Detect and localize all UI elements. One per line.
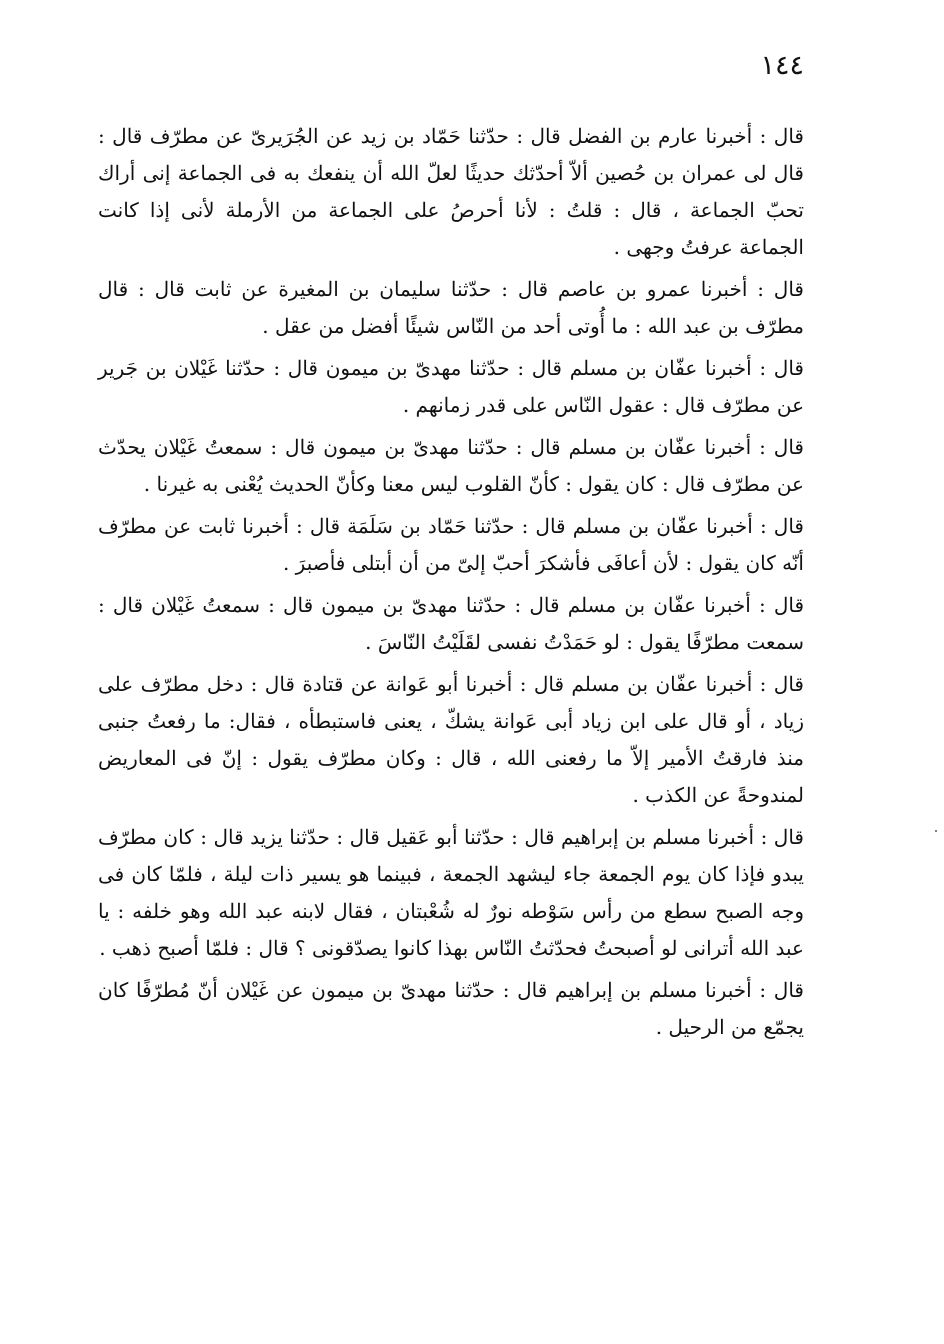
paragraph: قال : أخبرنا عفّان بن مسلم قال : حدّثنا مهدىّ بن ميمون قال : سمعتُ غَيْلان يحدّث عن مطرّف قال : كان يقول : كأنّ القلوب ليس معنا وكأنّ الحديث يُعْنى به غيرنا . (98, 435, 804, 496)
paragraph: قال : أخبرنا عفّان بن مسلم قال : حدّثنا مهدىّ بن ميمون قال : حدّثنا غَيْلان بن جَرير عن مطرّف قال : عقول النّاس على قدر زمانهم . (98, 356, 804, 417)
paragraph: قال : أخبرنا عارم بن الفضل قال : حدّثنا حَمّاد بن زيد عن الجُرَيرىّ عن مطرّف قال : قال لى عمران بن حُصين ألاّ أحدّثك حديثًا لعلّ الله أن ينفعك به فى الجماعة إنى أراك تحبّ الجماعة ، قال : قلتُ : لأنا أحرصُ على الجماعة من الأرملة لأنى إذا كانت الجماعة عرفتُ وجهى . (98, 124, 804, 259)
page-number: ١٤٤ (760, 50, 804, 81)
paragraph: قال : أخبرنا مسلم بن إبراهيم قال : حدّثنا مهدىّ بن ميمون عن غَيْلان أنّ مُطرّفًا كان يجمّع من الرحيل . (98, 978, 804, 1039)
paragraph: قال : أخبرنا عفّان بن مسلم قال : حدّثنا حَمّاد بن سَلَمَة قال : أخبرنا ثابت عن مطرّف أنّه كان يقول : لأن أعافَى فأشكرَ أحبّ إلىّ من أن أبتلى فأصبرَ . (98, 514, 804, 575)
page-text-body (98, 118, 804, 1051)
paragraph: قال : أخبرنا عمرو بن عاصم قال : حدّثنا سليمان بن المغيرة عن ثابت قال : قال مطرّف بن عبد الله : ما أُوتى أحد من النّاس شيئًا أفضل من عقل . (98, 277, 804, 338)
paragraph: قال : أخبرنا عفّان بن مسلم قال : أخبرنا أبو عَوانة عن قتادة قال : دخل مطرّف على زياد ، أو قال على ابن زياد أبى عَوانة يشكّ ، يعنى فاستبطأه ، فقال: ما رفعتُ جنبى منذ فارقتُ الأمير إلاّ ما رفعنى الله ، قال : وكان مطرّف يقول : إنّ فى المعاريض لمندوحةً عن الكذب . (98, 672, 804, 807)
scan-speck (935, 830, 937, 832)
paragraph: قال : أخبرنا عفّان بن مسلم قال : حدّثنا مهدىّ بن ميمون قال : سمعتُ غَيْلان قال : سمعت مطرّفًا يقول : لو حَمَدْتُ نفسى لقَلَيْتُ النّاسَ . (98, 593, 805, 654)
paragraph: قال : أخبرنا مسلم بن إبراهيم قال : حدّثنا أبو عَقيل قال : حدّثنا يزيد قال : كان مطرّف يبدو فإذا كان يوم الجمعة جاء ليشهد الجمعة ، فبينما هو يسير ذات ليلة ، فلمّا كان فى وجه الصبح سطع من رأس سَوْطه نورٌ له شُعْبتان ، فقال لابنه عبد الله وهو خلفه : يا عبد الله أترانى لو أصبحتُ فحدّثتُ النّاس بهذا كانوا يصدّقونى ؟ قال : فلمّا أصبح ذهب . (98, 825, 804, 960)
